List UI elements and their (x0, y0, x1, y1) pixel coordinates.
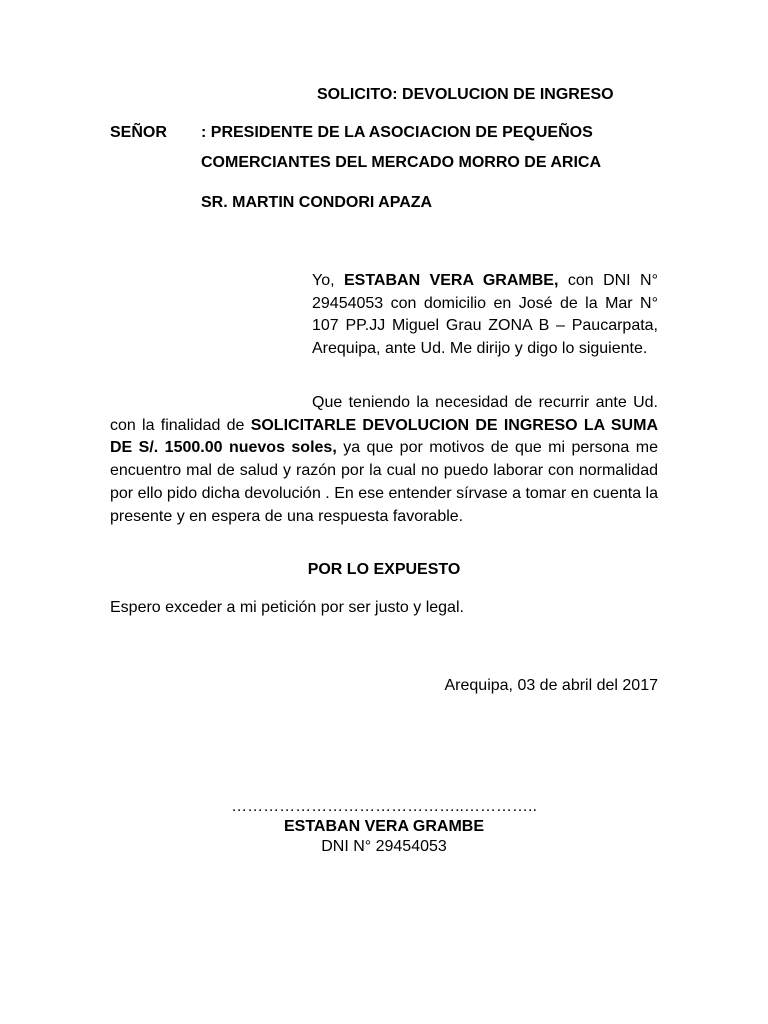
signature-block (0, 797, 768, 857)
intro-name: ESTABAN VERA GRAMBE, (343, 272, 559, 289)
closing-heading: POR LO EXPUESTO (307, 561, 461, 578)
place-date: Arequipa, 03 de abril del 2017 (444, 677, 658, 694)
signature-name: ESTABAN VERA GRAMBE (283, 818, 484, 835)
signature-dni: DNI N° 29454053 (321, 838, 447, 855)
signature-line: ……………………………………..………….. (231, 798, 537, 815)
addressee-name: SR. MARTIN CONDORI APAZA (201, 194, 433, 211)
intro-rest: con DNI N° 29454053 con domicilio en José de la Mar N° 107 PP.JJ Miguel Grau ZONA B – Paucarpata, Arequipa, ante Ud. Me dirijo y digo lo siguiente. (312, 272, 658, 357)
closing-request: Espero exceder a mi petición por ser justo y legal. (110, 599, 464, 616)
body-paragraph (110, 392, 658, 528)
addressee-line-1: : PRESIDENTE DE LA ASOCIACION DE PEQUEÑOS (201, 124, 593, 141)
addressee-line-2: COMERCIANTES DEL MERCADO MORRO DE ARICA (201, 154, 602, 171)
body-part-2: ya que por motivos de que mi persona me encuentro mal de salud y razón por la cual no puedo laborar con normalidad por ello pido dicha devolución . En ese entender sírvase a tomar en cuenta la presente y en espera de una respuesta favorable. (110, 439, 658, 525)
intro-prefix: Yo, (312, 272, 344, 289)
subject-line: SOLICITO: DEVOLUCION DE INGRESO (317, 86, 614, 103)
body-part-1: Que teniendo la necesidad de recurrir ante Ud. con la finalidad de (110, 394, 658, 434)
addressee-label: SEÑOR (110, 124, 167, 141)
body-bold-request: SOLICITARLE DEVOLUCION DE INGRESO LA SUMA DE S/. 1500.00 nuevos soles, (110, 416, 658, 457)
intro-paragraph (312, 270, 658, 360)
